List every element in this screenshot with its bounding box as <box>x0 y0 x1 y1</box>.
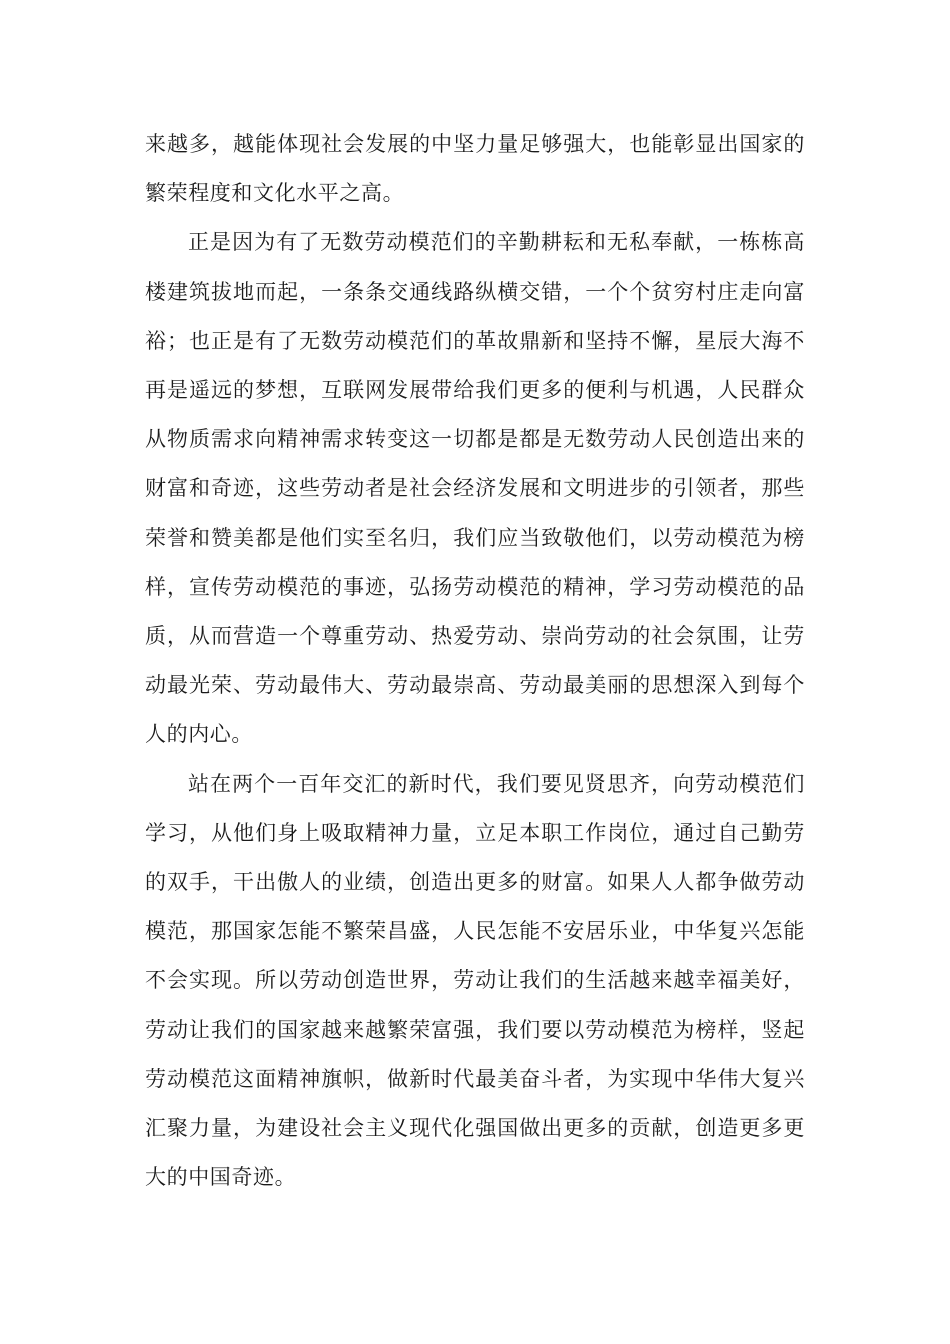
paragraph-new-era-call: 站在两个一百年交汇的新时代，我们要见贤思齐，向劳动模范们学习，从他们身上吸取精神力量，立足本职工作岗位，通过自己勤劳的双手，干出傲人的业绩，创造出更多的财富。如果人人都争做劳动模范，那国家怎能不繁荣昌盛，人民怎能不安居乐业，中华复兴怎能不会实现。所以劳动创造世界，劳动让我们的生活越来越幸福美好，劳动让我们的国家越来越繁荣富强，我们要以劳动模范为榜样，竖起劳动模范这面精神旗帜，做新时代最美奋斗者，为实现中华伟大复兴汇聚力量，为建设社会主义现代化强国做出更多的贡献，创造更多更大的中国奇迹。 <box>145 771 805 1190</box>
paragraph-labor-models-contribution: 正是因为有了无数劳动模范们的辛勤耕耘和无私奉献，一栋栋高楼建筑拔地而起，一条条交通线路纵横交错，一个个贫穷村庄走向富裕；也正是有了无数劳动模范们的革故鼎新和坚持不懈，星辰大海不再是遥远的梦想，互联网发展带给我们更多的便利与机遇，人民群众从物质需求向精神需求转变这一切都是都是无数劳动人民创造出来的财富和奇迹，这些劳动者是社会经济发展和文明进步的引领者，那些荣誉和赞美都是他们实至名归，我们应当致敬他们，以劳动模范为榜样，宣传劳动模范的事迹，弘扬劳动模范的精神，学习劳动模范的品质，从而营造一个尊重劳动、热爱劳动、崇尚劳动的社会氛围，让劳动最光荣、劳动最伟大、劳动最崇高、劳动最美丽的思想深入到每个人的内心。 <box>145 230 805 747</box>
paragraph-continuation: 来越多，越能体现社会发展的中坚力量足够强大，也能彰显出国家的繁荣程度和文化水平之高。 <box>145 132 805 206</box>
document-body <box>145 120 805 1202</box>
